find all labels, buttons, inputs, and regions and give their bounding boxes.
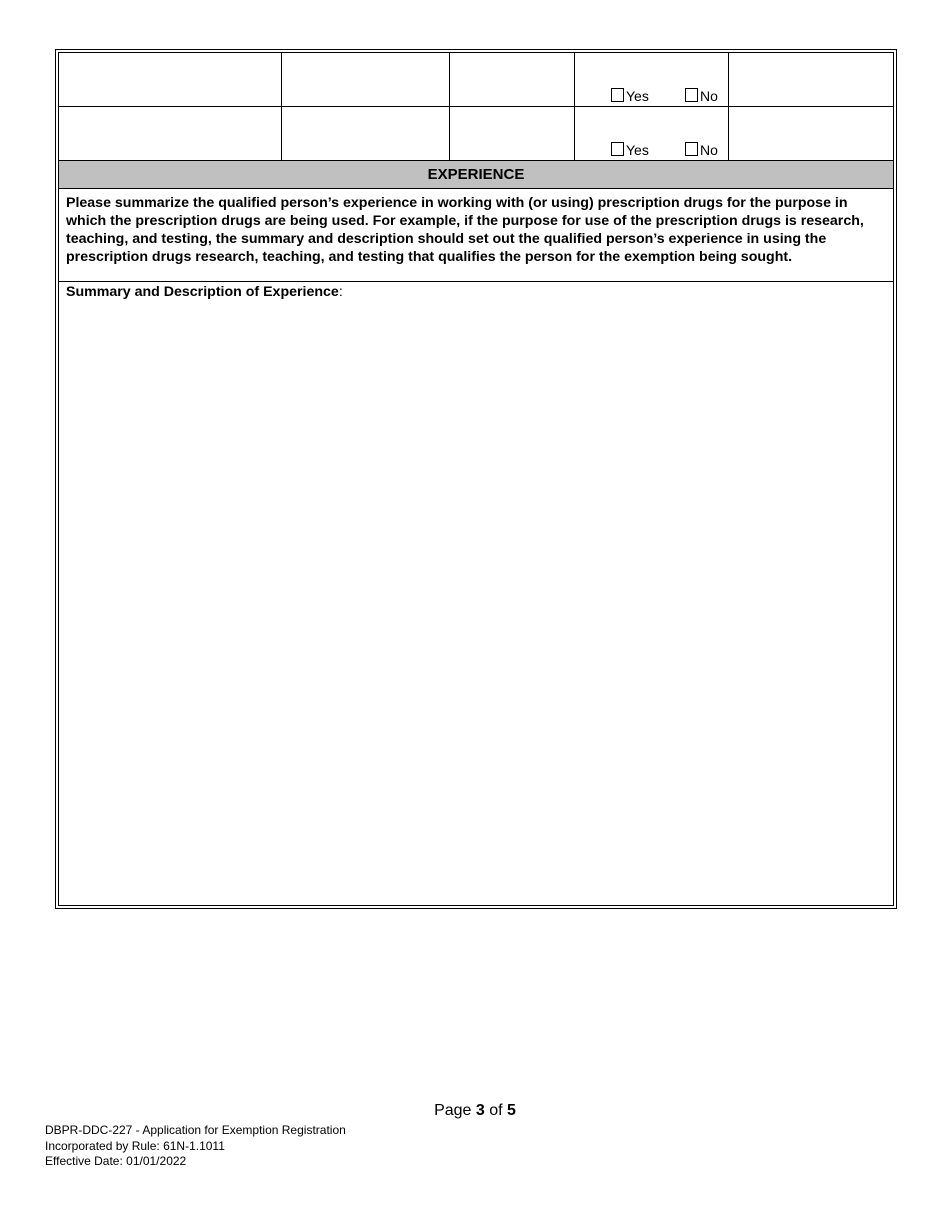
- footer-effective-date: Effective Date: 01/01/2022: [45, 1154, 187, 1168]
- checkbox-icon[interactable]: [685, 142, 698, 156]
- text-field-cell[interactable]: [282, 107, 450, 160]
- text-field-cell[interactable]: [59, 107, 282, 160]
- yes-option[interactable]: [611, 142, 649, 158]
- summary-label-text: Summary and Description of Experience: [66, 284, 339, 300]
- no-label: No: [700, 142, 718, 158]
- table-row: [59, 53, 893, 107]
- form-table: [55, 49, 897, 909]
- text-field-cell[interactable]: [729, 53, 893, 106]
- page-current: 3: [475, 1102, 485, 1119]
- checkbox-icon[interactable]: [611, 142, 624, 156]
- yes-label: Yes: [626, 88, 649, 104]
- document-footer: [45, 1123, 346, 1170]
- page-of: of: [484, 1102, 508, 1119]
- checkbox-icon[interactable]: [685, 88, 698, 102]
- footer-rule: Incorporated by Rule: 61N-1.1011: [45, 1138, 225, 1153]
- yes-label: Yes: [626, 142, 649, 158]
- no-label: No: [700, 88, 718, 104]
- text-field-cell[interactable]: [59, 53, 282, 106]
- summary-field-label: [66, 283, 343, 301]
- page-number: [0, 1102, 950, 1120]
- text-field-cell[interactable]: [450, 107, 575, 160]
- summary-label-colon: :: [338, 284, 343, 300]
- no-option[interactable]: [685, 142, 718, 158]
- experience-instructions: Please summarize the qualified person’s experience in working with (or using) prescription drugs for the purpose in which the prescription drugs are being used. For example, if the purpose for use of the prescription drugs is research, teaching, and testing, the summary and description should set out the qualified person’s experience in using the prescription drugs research, teaching, and testing that qualifies the person for the exemption being sought.: [59, 189, 893, 282]
- page-prefix: Page: [434, 1102, 476, 1119]
- table-row: [59, 107, 893, 161]
- footer-form-id: DBPR-DDC-227 - Application for Exemption Registration: [45, 1123, 346, 1137]
- experience-section-header: EXPERIENCE: [59, 161, 893, 189]
- text-field-cell[interactable]: [729, 107, 893, 160]
- checkbox-icon[interactable]: [611, 88, 624, 102]
- yes-no-cell: [575, 107, 729, 160]
- text-field-cell[interactable]: [282, 53, 450, 106]
- no-option[interactable]: [685, 88, 718, 104]
- text-field-cell[interactable]: [450, 53, 575, 106]
- yes-no-cell: [575, 53, 729, 106]
- yes-option[interactable]: [611, 88, 649, 104]
- page-total: 5: [507, 1102, 516, 1119]
